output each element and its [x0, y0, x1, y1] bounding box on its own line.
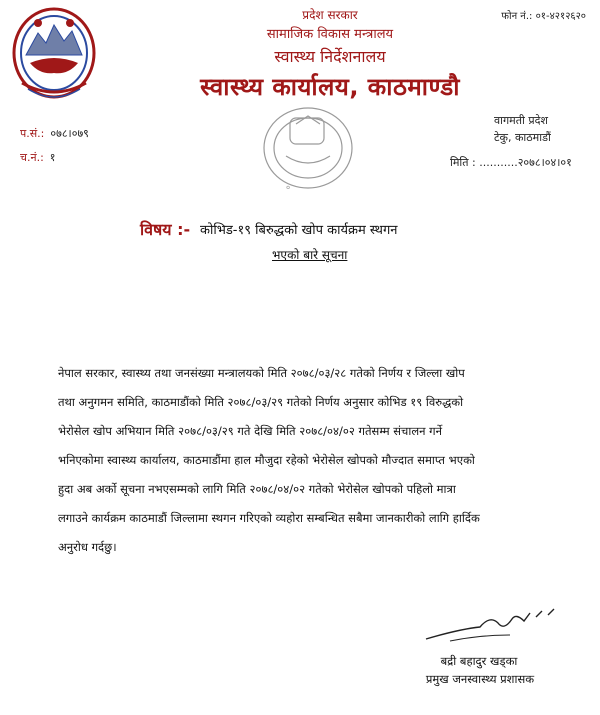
- ps-value: ०७८।०७९: [50, 127, 89, 140]
- body-line: अनुरोध गर्दछु।: [58, 540, 117, 554]
- ps-number: [20, 126, 89, 141]
- header-line-ministry: सामाजिक विकास मन्त्रालय: [266, 27, 394, 42]
- cn-number: [20, 150, 56, 165]
- signatory-title: प्रमुख जनस्वास्थ्य प्रशासक: [425, 672, 535, 686]
- signature: [420, 605, 560, 645]
- subject-label: विषय :-: [140, 220, 191, 239]
- svg-text:०: ०: [286, 183, 291, 192]
- ps-label: प.सं.:: [20, 127, 45, 140]
- header-line-government: प्रदेश सरकार: [302, 8, 358, 22]
- date-value: ...........२०७८।०४।०१: [479, 156, 572, 169]
- subject-line-1: कोभिड-१९ बिरुद्धको खोप कार्यक्रम स्थगन: [200, 223, 398, 238]
- body-line: भनिएकोमा स्वास्थ्य कार्यालय, काठमाडौंमा हाल मौजुदा रहेको भेरोसेल खोपको मौज्दात समाप्त भएको: [58, 453, 475, 467]
- date-label: मिति :: [450, 156, 476, 169]
- body-line: नेपाल सरकार, स्वास्थ्य तथा जनसंख्या मन्त्रालयको मिति २०७८/०३/२८ गतेको निर्णय र जिल्ला खोप: [58, 366, 465, 380]
- cn-label: च.नं.:: [20, 151, 44, 164]
- header-office-name: स्वास्थ्य कार्यालय, काठमाण्डौ: [200, 73, 460, 101]
- body-line: तथा अनुगमन समिति, काठमाडौंको मिति २०७८/०३/२९ गतेको निर्णय अनुसार कोभिड १९ विरुद्धको: [58, 395, 464, 409]
- address-province: वागमती प्रदेश: [494, 114, 548, 127]
- body-line: लगाउने कार्यक्रम काठमाडौं जिल्लामा स्थगन गरिएको व्यहोरा सम्बन्धित सबैमा जानकारीको लागि हार्दिक: [58, 511, 480, 525]
- office-stamp-icon: [256, 100, 360, 196]
- address-place: टेकु, काठमाडौं: [494, 131, 551, 144]
- phone-number: फोन नं.: ०१-४२१२६२०: [501, 11, 586, 22]
- body-line: भेरोसेल खोप अभियान मिति २०७८/०३/२९ गते देखि मिति २०७८/०४/०२ गतेसम्म संचालन गर्ने: [58, 424, 443, 438]
- cn-value: १: [49, 151, 56, 164]
- subject-line-2: भएको बारे सूचना: [272, 248, 348, 262]
- body-line: हुदा अब अर्को सूचना नभएसम्मको लागि मिति २०७८/०४/०२ गतेको भेरोसेल खोपको पहिलो मात्रा: [58, 482, 456, 496]
- header-line-directorate: स्वास्थ्य निर्देशनालय: [274, 47, 386, 66]
- nepal-emblem-icon: [8, 3, 100, 101]
- date-line: [450, 155, 572, 170]
- signatory-name: बद्री बहादुर खड्का: [440, 654, 518, 668]
